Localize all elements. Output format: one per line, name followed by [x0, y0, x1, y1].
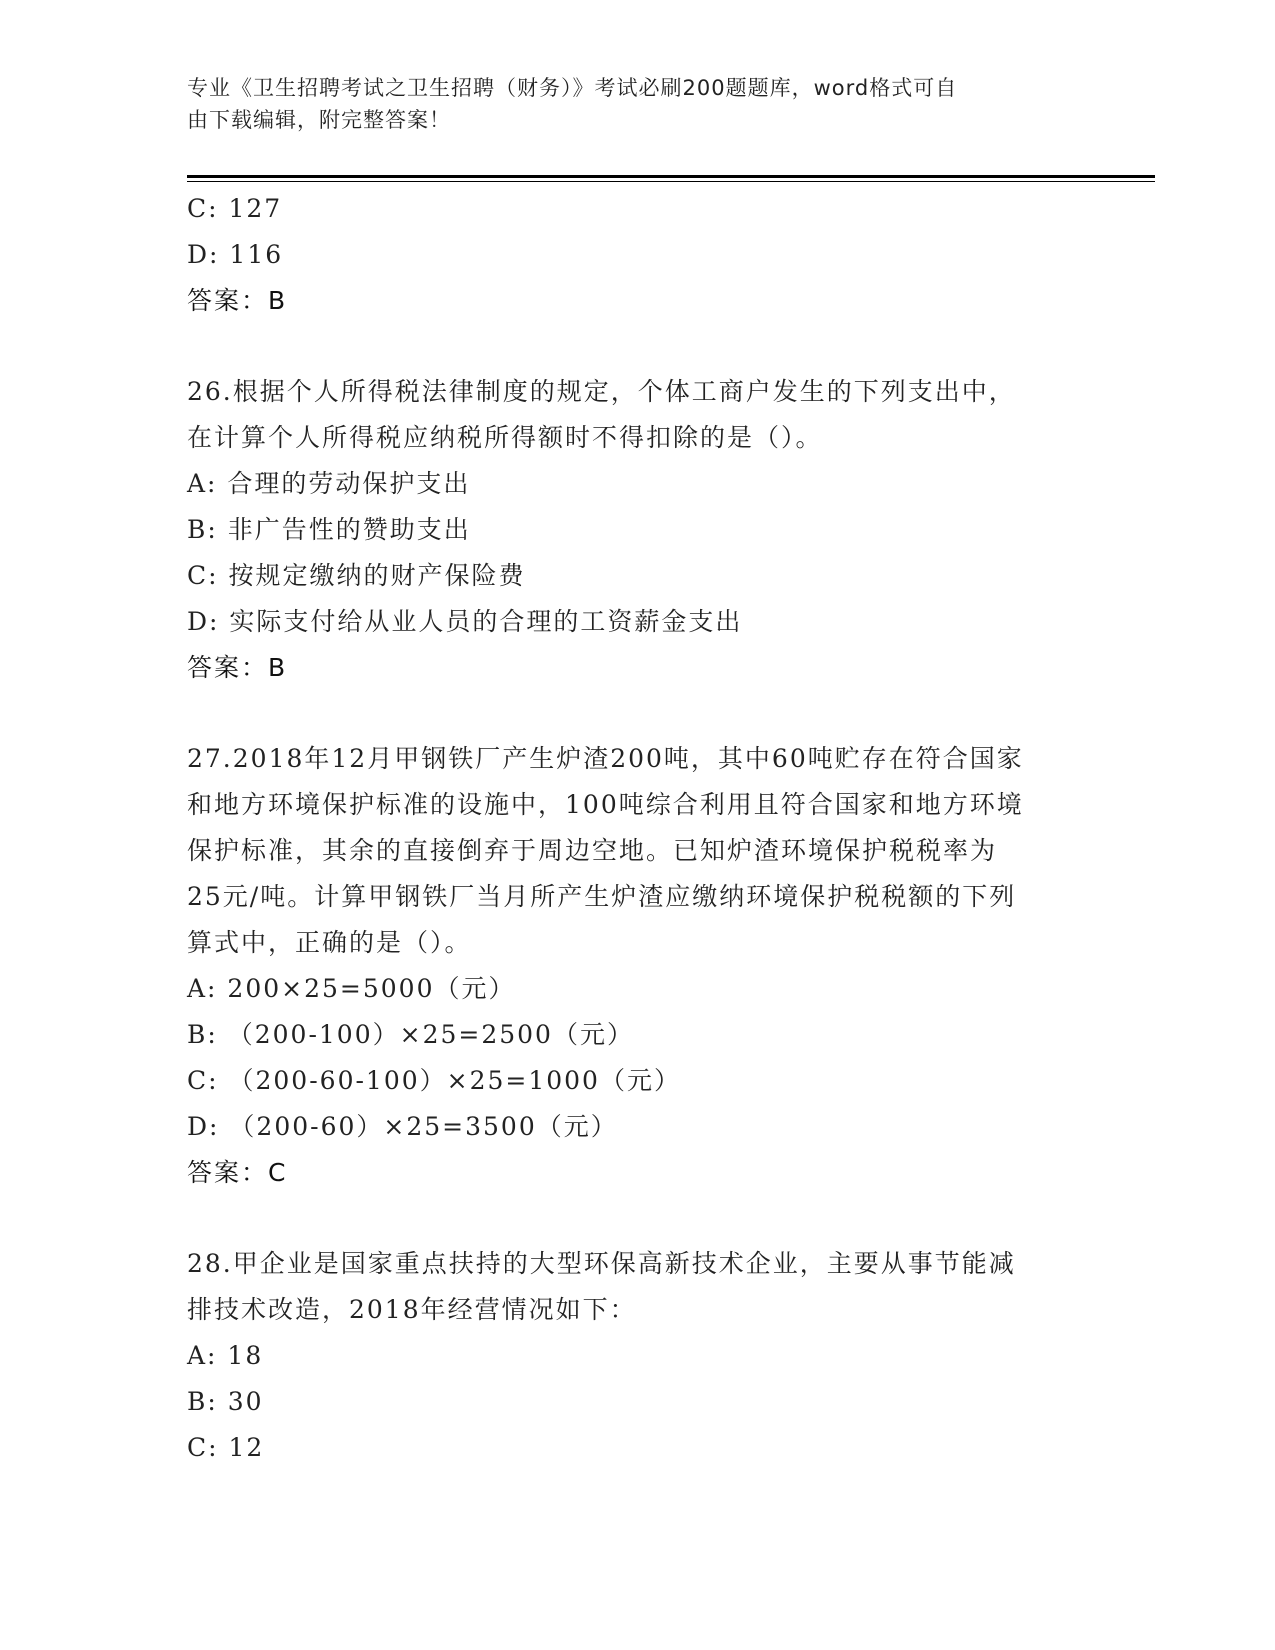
document-header — [187, 72, 1067, 136]
header-title-line-2: 由下载编辑，附完整答案！ — [187, 108, 451, 132]
option-d: D: 116 — [187, 240, 284, 269]
question-list — [187, 186, 1087, 1471]
option-a: A: 18 — [187, 1341, 264, 1370]
option-a: A: 200×25=5000（元） — [187, 974, 516, 1003]
question-27 — [187, 736, 1087, 1196]
question-gap — [187, 1196, 1087, 1241]
header-rule-thin — [187, 181, 1155, 182]
question-stem: 和地方环境保护标准的设施中，100吨综合利用且符合国家和地方环境 — [187, 790, 1024, 819]
option-c: C: 按规定缴纳的财产保险费 — [187, 561, 526, 590]
question-stem: 26.根据个人所得税法律制度的规定，个体工商户发生的下列支出中， — [187, 377, 1016, 406]
option-c: C: （200-60-100）×25=1000（元） — [187, 1066, 681, 1095]
question-25-tail — [187, 186, 1087, 324]
option-c: C: 12 — [187, 1433, 265, 1462]
answer-label: 答案：B — [187, 653, 288, 682]
header-rule-thick — [187, 175, 1155, 178]
question-stem: 保护标准，其余的直接倒弃于周边空地。已知炉渣环境保护税税率为 — [187, 836, 998, 865]
question-28 — [187, 1241, 1087, 1471]
question-stem: 27.2018年12月甲钢铁厂产生炉渣200吨，其中60吨贮存在符合国家 — [187, 744, 1024, 773]
question-stem: 28.甲企业是国家重点扶持的大型环保高新技术企业，主要从事节能减 — [187, 1249, 1016, 1278]
answer-label: 答案：C — [187, 1158, 288, 1187]
answer-label: 答案：B — [187, 286, 288, 315]
option-d: D: （200-60）×25=3500（元） — [187, 1112, 618, 1141]
question-stem: 算式中，正确的是（）。 — [187, 928, 472, 957]
option-a: A: 合理的劳动保护支出 — [187, 469, 471, 498]
option-c: C: 127 — [187, 194, 283, 223]
question-stem: 排技术改造，2018年经营情况如下： — [187, 1295, 637, 1324]
question-stem: 在计算个人所得税应纳税所得额时不得扣除的是（）。 — [187, 423, 823, 452]
option-d: D: 实际支付给从业人员的合理的工资薪金支出 — [187, 607, 743, 636]
option-b: B: 30 — [187, 1387, 264, 1416]
question-gap — [187, 691, 1087, 736]
question-26 — [187, 369, 1087, 691]
option-b: B: 非广告性的赞助支出 — [187, 515, 471, 544]
question-gap — [187, 324, 1087, 369]
option-b: B: （200-100）×25=2500（元） — [187, 1020, 634, 1049]
header-title-line-1: 专业《卫生招聘考试之卫生招聘（财务）》考试必刷200题题库，word格式可自 — [187, 76, 958, 100]
question-stem: 25元/吨。计算甲钢铁厂当月所产生炉渣应缴纳环境保护税税额的下列 — [187, 882, 1017, 911]
